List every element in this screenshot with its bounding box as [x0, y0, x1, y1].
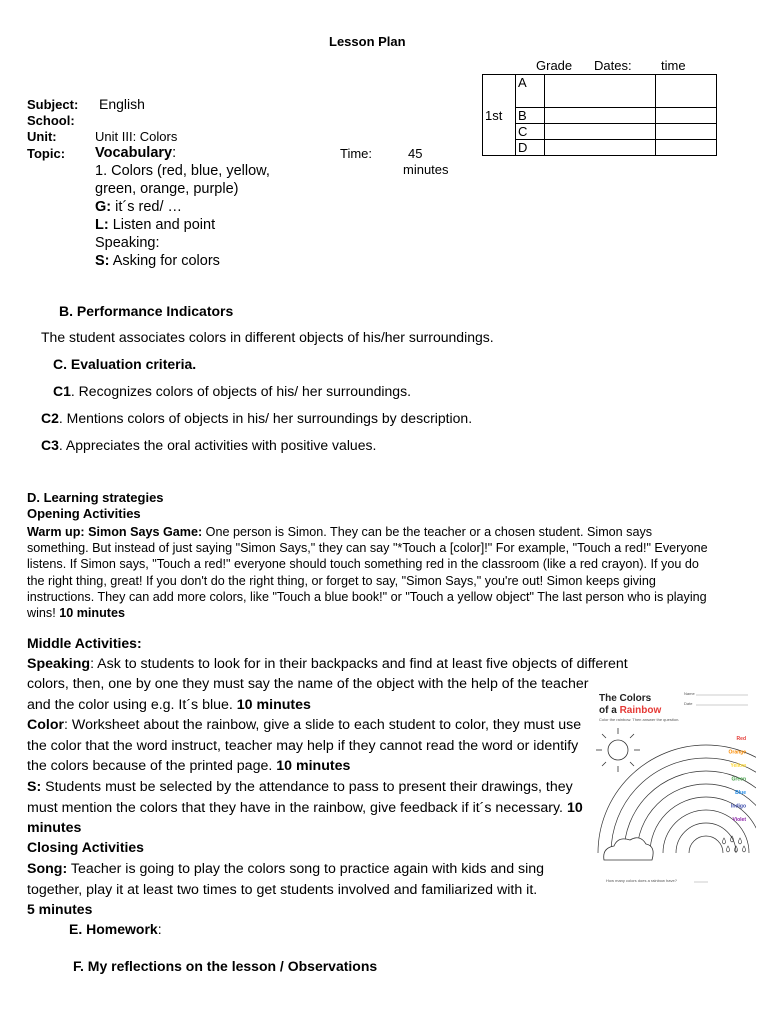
presentation-label: S:: [27, 779, 42, 795]
worksheet-title-2: [599, 705, 661, 716]
unit-label: Unit:: [27, 129, 57, 144]
c1-label: C1: [53, 383, 71, 399]
grade-header: Grade: [536, 58, 573, 73]
time-cell-a: [656, 75, 717, 108]
warmup-time: 10 minutes: [59, 606, 125, 621]
row-label-b: B: [516, 108, 545, 124]
row-label-c: C: [516, 124, 545, 140]
time-cell-b: [656, 108, 717, 124]
closing-activities-heading: Closing Activities: [27, 839, 144, 855]
rainbow-band-label-indigo: Indigo: [731, 803, 746, 810]
grammar-line: [95, 199, 182, 215]
performance-text: The student associates colors in different objects of his/her surroundings.: [41, 329, 494, 345]
rainbow-worksheet: [596, 688, 756, 888]
grade-cell: 1st: [483, 75, 516, 156]
color-activity: [27, 715, 593, 777]
rainbow-band-label-orange: Orange: [728, 749, 746, 756]
speaking-line: Speaking:: [95, 235, 160, 251]
grammar-text: it´s red/ …: [111, 199, 183, 215]
c1-text: . Recognizes colors of objects of his/ her surroundings.: [70, 383, 411, 399]
time-cell-c: [656, 124, 717, 140]
page-title: Lesson Plan: [329, 34, 406, 49]
rainbow-band-label-green: Green: [731, 776, 746, 783]
vocabulary-colon: :: [172, 145, 177, 161]
worksheet-title-prefix: of a: [599, 705, 620, 716]
homework-colon: :: [157, 921, 162, 937]
worksheet-title-1: The Colors: [599, 693, 652, 704]
rainbow-band-label-violet: Violet: [732, 817, 746, 823]
rainbow-worksheet-drawing: [596, 688, 756, 888]
vocabulary-label: Vocabulary: [95, 145, 173, 161]
listening-label: L:: [95, 217, 109, 233]
speaking-activity-label: Speaking: [27, 656, 91, 672]
speaking-activity-time: 10 minutes: [236, 696, 311, 713]
listening-text: Listen and point: [108, 217, 216, 233]
rainbow-band-label-red: Red: [736, 736, 746, 742]
rainbow-band-label-yellow: Yellow: [730, 763, 746, 769]
presentation-activity: [27, 777, 593, 839]
unit-value: Unit III: Colors: [95, 129, 178, 144]
rainbow-inner-edge: [689, 836, 723, 853]
grammar-label: G:: [95, 199, 112, 215]
subject-value: English: [99, 96, 145, 112]
c3-text: . Appreciates the oral activities with positive values.: [58, 437, 377, 453]
color-activity-text: : Worksheet about the rainbow, give a slide to each student to color, they must use the color that the word instruct, teacher may help if they cannot read the word or identify the colors because of the printed page.: [27, 717, 582, 774]
time-cell-d: [656, 140, 717, 156]
dates-cell-c: [545, 124, 656, 140]
criterion-c2: [41, 410, 472, 426]
rainbow-arcs: [598, 736, 756, 853]
criterion-c1: [53, 383, 411, 399]
rainbow-band-label-blue: Blue: [735, 790, 746, 796]
color-activity-time: 10 minutes: [276, 758, 351, 774]
speaking-activity-rest: [27, 674, 593, 715]
time-unit: minutes: [403, 162, 449, 177]
row-label-a: A: [516, 75, 545, 108]
time-header: time: [661, 58, 686, 73]
time-label: Time:: [340, 146, 373, 161]
worksheet-title-word: Rainbow: [619, 705, 662, 716]
color-activity-label: Color: [27, 717, 65, 733]
homework-line: [69, 921, 162, 937]
c2-text: . Mentions colors of objects in his/ her surroundings by description.: [58, 410, 473, 426]
time-value: 45: [408, 146, 423, 161]
speaking-activity-line1: [27, 654, 747, 675]
vocab-line-1: 1. Colors (red, blue, yellow,: [95, 163, 270, 179]
speaking-activity-text-end: colors, then, one by one they must say the name of the object with the help of the teacher and the color using e.g. It´s blue.: [27, 676, 589, 713]
cloud-icon: [604, 838, 653, 860]
c3-label: C3: [41, 437, 59, 453]
warmup-label: Warm up: Simon Says Game:: [27, 525, 203, 539]
worksheet-date-label: Date: [684, 701, 693, 706]
song-activity: [27, 859, 587, 900]
warmup-text: One person is Simon. They can be the teacher or a chosen student. Simon says something. But instead of just saying "Simon Says," they can say "*Touch a [color]!" For example, "Touch a red!" Everyone listens. If Simon says, "Touch a red!" everyone should touch something red in the classroom (like a red crayon). If you do the right thing, great! If you don't do the right thing, or forget to say, "Simon Says," you're out! Simon keeps giving instructions. They can add more colors, like "Touch a blue book!" or "Touch a yellow object" The last person who is playing wins!: [27, 525, 708, 621]
worksheet-question: How many colors does a rainbow have?: [606, 878, 677, 883]
dates-cell-b: [545, 108, 656, 124]
criterion-c3: [41, 437, 376, 453]
reflections-heading: F. My reflections on the lesson / Observations: [73, 958, 378, 974]
presentation-text: Students must be selected by the attendance to pass to present their drawings, they must mention the colors that they have in the rainbow, give feedback if it´s necessary.: [27, 779, 573, 816]
dates-cell-d: [545, 140, 656, 156]
opening-activities-heading: Opening Activities: [27, 506, 141, 521]
worksheet-name-label: Name: [684, 691, 695, 696]
vocab-line-2: green, orange, purple): [95, 181, 239, 197]
skill-text: Asking for colors: [109, 253, 220, 269]
topic-label: Topic:: [27, 146, 66, 161]
homework-heading: E. Homework: [69, 921, 158, 937]
middle-activities-heading: Middle Activities:: [27, 635, 142, 651]
row-label-d: D: [516, 140, 545, 156]
worksheet-instruction: Color the rainbow. Then answer the question.: [599, 717, 680, 722]
sun-icon: [596, 728, 640, 772]
skill-label: S:: [95, 253, 110, 269]
c2-label: C2: [41, 410, 59, 426]
raindrops-icon: [723, 836, 746, 852]
subject-label: Subject:: [27, 97, 79, 112]
grade-table: [482, 74, 717, 156]
learning-strategies-heading: D. Learning strategies: [27, 490, 164, 505]
skill-line: [95, 253, 220, 269]
vocabulary-line: [95, 145, 176, 161]
song-text: Teacher is going to play the colors song to practice again with kids and sing together, play it at least two times to get students involved and familiarized with it.: [27, 861, 545, 898]
song-time: 5 minutes: [27, 901, 93, 917]
dates-header: Dates:: [594, 58, 632, 73]
speaking-activity-text-start: : Ask to students to look for in their backpacks and find at least five objects of different: [90, 656, 628, 672]
song-label: Song:: [27, 861, 68, 877]
school-label: School:: [27, 113, 75, 128]
listening-line: [95, 217, 215, 233]
dates-cell-a: [545, 75, 656, 108]
performance-heading: B. Performance Indicators: [59, 303, 234, 319]
presentation-time: 10 minutes: [27, 799, 583, 836]
evaluation-heading: C. Evaluation criteria.: [53, 356, 197, 372]
warmup-paragraph: [27, 524, 717, 621]
